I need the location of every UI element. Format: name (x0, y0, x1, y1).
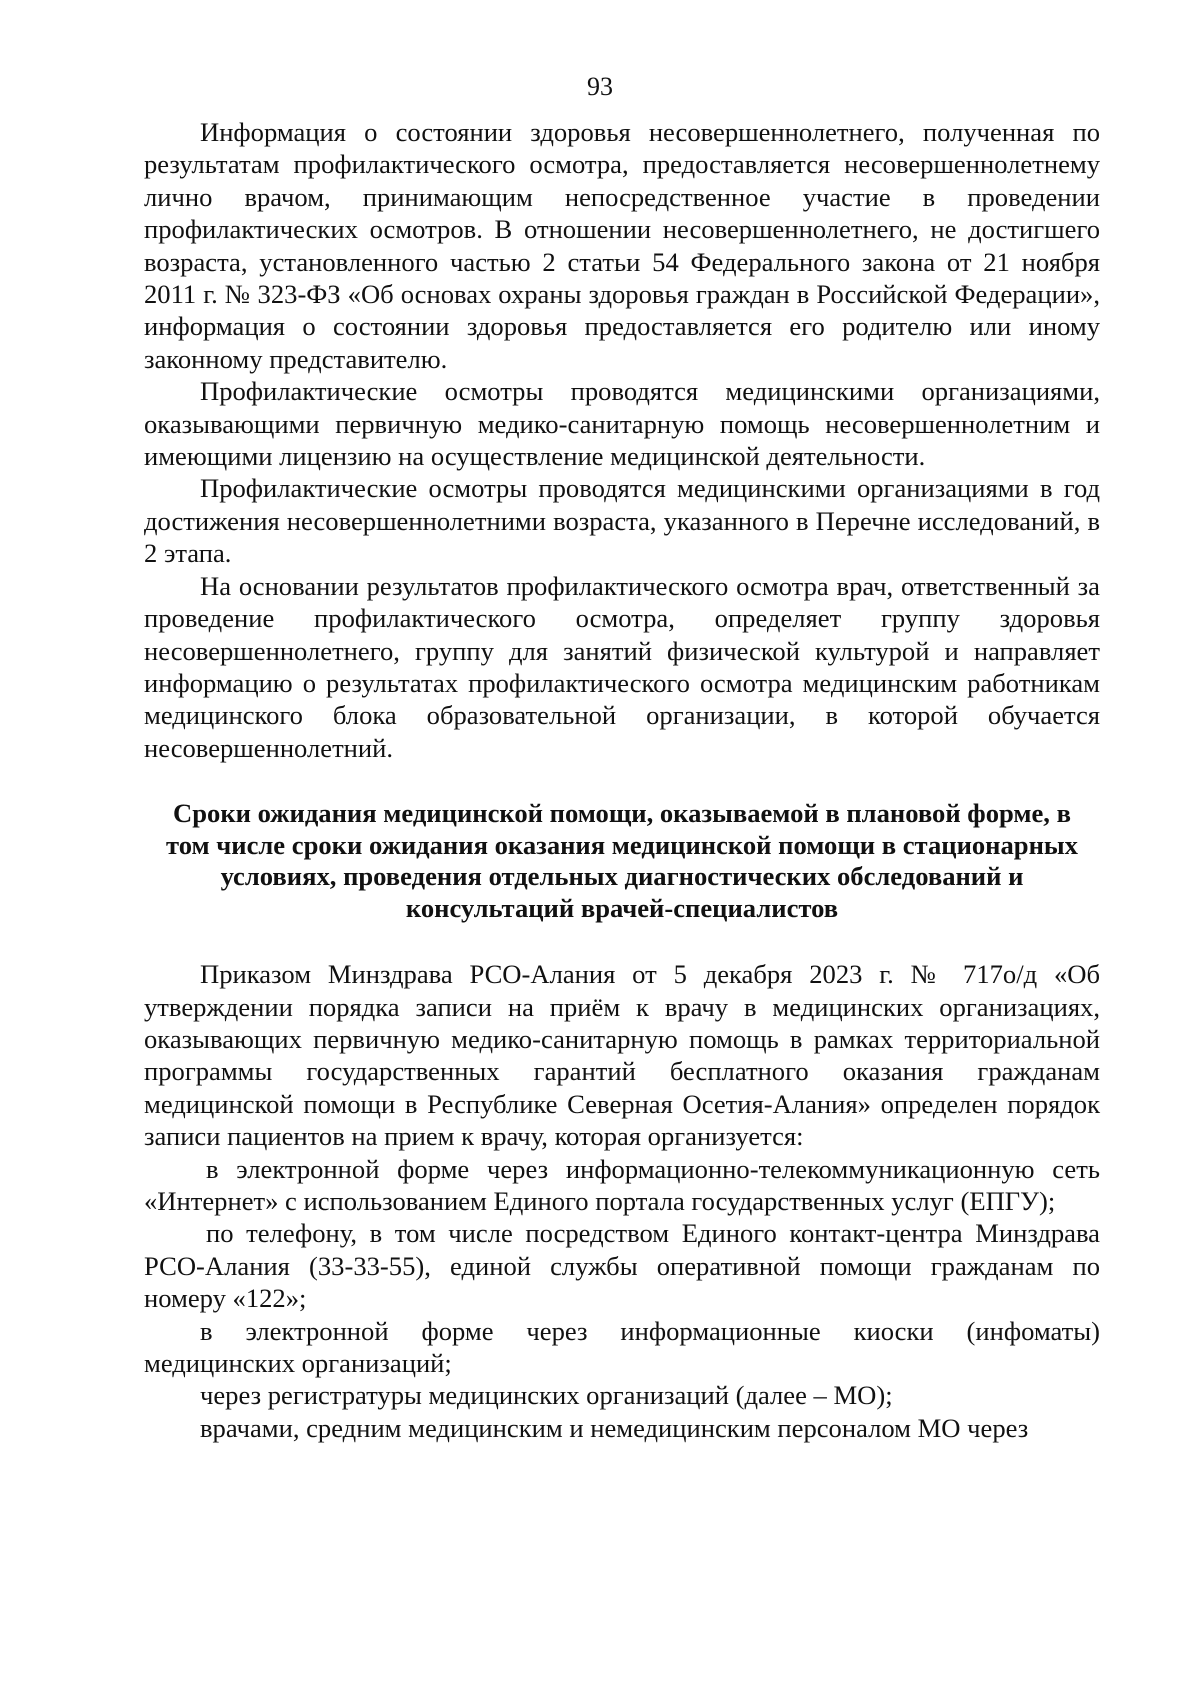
page-number: 93 (587, 72, 613, 101)
list-item-staff: врачами, средним медицинским и немедицинским персоналом МО через (200, 1412, 1029, 1443)
paragraph-exams-organizations: Профилактические осмотры проводятся медицинскими организациями, оказывающими первичную медико-санитарную помощь несовершеннолетним и имеющими лицензию на осуществление медицинской деятельности. (144, 376, 1100, 472)
paragraph-exams-stages: Профилактические осмотры проводятся медицинскими организациями в год достижения несовершеннолетними возраста, указанного в Перечне исследований, в 2 этапа. (144, 473, 1100, 569)
list-item-internet: в электронной форме через информационно-телекоммуникационную сеть «Интернет» с использованием Единого портала государственных услуг (ЕПГУ); (144, 1153, 1100, 1216)
paragraph-exam-results: На основании результатов профилактического осмотра врач, ответственный за проведение профилактического осмотра, определяет группу здоровья несовершеннолетнего, группу для занятий физической культурой и направляет информацию о результатах профилактического осмотра медицинским работникам медицинского блока образовательной организации, в которой обучается несовершеннолетний. (144, 570, 1100, 763)
paragraph-order-intro: Приказом Минздрава РСО-Алания от 5 декабря 2023 г. № 717о/д «Об утверждении порядка записи на приём к врачу в медицинских организациях, оказывающих первичную медико-санитарную помощь в рамках территориальной программы государственных гарантий бесплатного оказания гражданам медицинской помощи в Республике Северная Осетия-Алания» определен порядок записи пациентов на прием к врачу, которая организуется: (144, 959, 1100, 1152)
section-heading: Сроки ожидания медицинской помощи, оказываемой в плановой форме, в том числе сроки ожидания оказания медицинской помощи в стационарных условиях, проведения отдельных диагностических обследований и консультаций врачей-специалистов (166, 798, 1078, 923)
document-body (144, 116, 1100, 1444)
list-item-registry: через регистратуры медицинских организаций (далее – МО); (200, 1380, 893, 1411)
paragraph-health-info: Информация о состоянии здоровья несовершеннолетнего, полученная по результатам профилактического осмотра, предоставляется несовершеннолетнему лично врачом, принимающим непосредственное участие в проведении профилактических осмотров. В отношении несовершеннолетнего, не достигшего возраста, установленного частью 2 статьи 54 Федерального закона от 21 ноября 2011 г. № 323-ФЗ «Об основах охраны здоровья граждан в Российской Федерации», информация о состоянии здоровья предоставляется его родителю или иному законному представителю. (144, 117, 1100, 374)
list-item-phone: по телефону, в том числе посредством Единого контакт-центра Минздрава РСО-Алания (33-33-55), единой службы оперативной помощи гражданам по номеру «122»; (144, 1218, 1100, 1314)
list-item-kiosks: в электронной форме через информационные киоски (инфоматы) медицинских организаций; (144, 1315, 1100, 1378)
